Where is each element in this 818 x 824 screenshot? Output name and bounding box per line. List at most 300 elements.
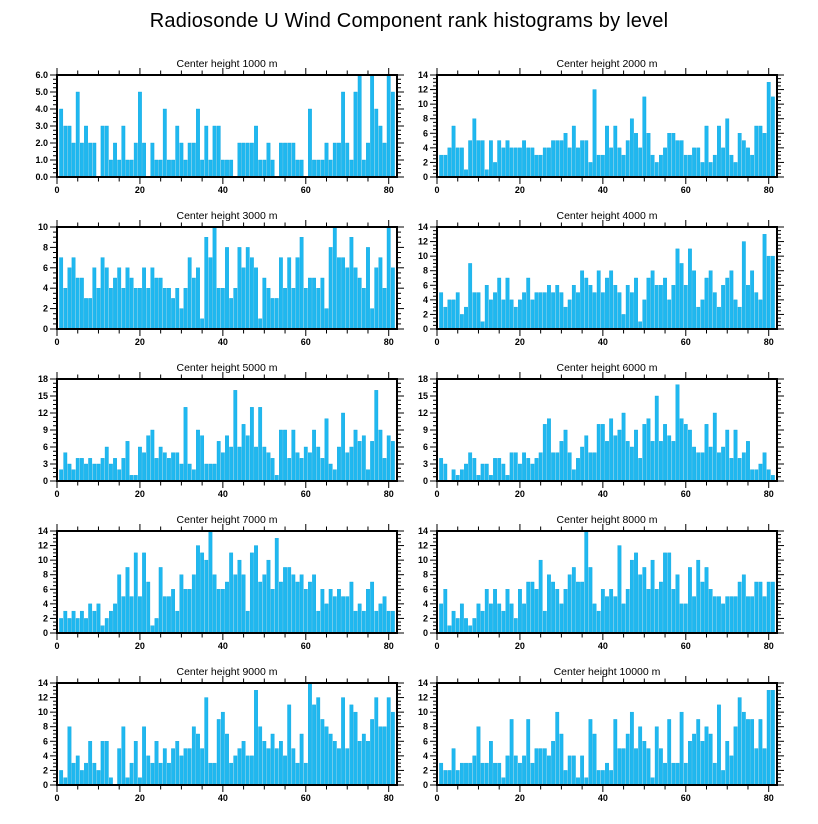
bar (163, 597, 166, 633)
bar (572, 285, 575, 329)
bar (292, 575, 295, 633)
bar (142, 553, 145, 633)
bar (122, 288, 125, 329)
bar (130, 160, 133, 177)
y-tick-label: 10 (417, 99, 428, 110)
bar (279, 258, 282, 329)
x-tick-label: 0 (54, 337, 60, 347)
bar (464, 763, 467, 785)
bar (101, 126, 104, 177)
bar (288, 143, 291, 177)
bar (713, 293, 716, 329)
bar (444, 464, 447, 481)
bar (350, 582, 353, 633)
bar (580, 141, 583, 177)
bar (622, 314, 625, 329)
bar (750, 597, 753, 633)
bar (651, 441, 654, 481)
y-tick-label: 6 (422, 442, 428, 452)
bar (585, 436, 588, 481)
x-tick-label: 20 (134, 641, 145, 651)
bar (692, 447, 695, 481)
bar (362, 288, 365, 329)
bar (697, 453, 700, 481)
bar (597, 271, 600, 329)
bar (254, 447, 257, 481)
bar (701, 741, 704, 785)
y-tick-label: 8 (422, 113, 428, 124)
bar (605, 441, 608, 481)
bar (267, 749, 270, 785)
bar (383, 143, 386, 177)
bar (630, 560, 633, 633)
bar (763, 597, 766, 633)
bar (176, 288, 179, 329)
bar (518, 589, 521, 633)
bar (564, 307, 567, 329)
bar (742, 712, 745, 785)
bar (68, 268, 71, 329)
bar (543, 293, 546, 329)
x-tick-label: 60 (680, 185, 691, 195)
bar (746, 597, 749, 633)
bar (383, 727, 386, 785)
bar (134, 143, 137, 177)
bar (312, 575, 315, 633)
bar (350, 705, 353, 785)
subplot-2000m (390, 55, 791, 195)
x-tick-label: 20 (514, 337, 525, 347)
bar (473, 119, 476, 177)
bar (522, 453, 525, 481)
bar (460, 148, 463, 177)
y-tick-label: 12 (417, 540, 428, 551)
bar (88, 458, 91, 481)
bar (200, 749, 203, 785)
bar (308, 109, 311, 177)
bar (321, 589, 324, 633)
bar (593, 734, 596, 785)
bar (601, 424, 604, 481)
bar (688, 567, 691, 633)
histogram-4000m (390, 207, 791, 347)
bar (221, 712, 224, 785)
bar (196, 546, 199, 633)
bar (456, 770, 459, 785)
y-tick-label: 10 (417, 707, 428, 718)
bar (585, 141, 588, 177)
bar (362, 611, 365, 633)
bar (329, 589, 332, 633)
bar (337, 447, 340, 481)
bar (692, 148, 695, 177)
x-tick-label: 20 (514, 185, 525, 195)
bar (196, 734, 199, 785)
x-tick-label: 60 (680, 337, 691, 347)
bar (105, 126, 108, 177)
bar (317, 698, 320, 785)
bar (151, 763, 154, 785)
bar (589, 453, 592, 481)
bar (288, 258, 291, 329)
bar (547, 419, 550, 481)
bar (634, 430, 637, 481)
bar (560, 441, 563, 481)
bar (502, 611, 505, 633)
bar (535, 749, 538, 785)
bar (514, 148, 517, 177)
y-tick-label: 0 (422, 476, 428, 486)
bar (59, 109, 62, 177)
bar (688, 155, 691, 177)
bar (547, 756, 550, 785)
bar (213, 227, 216, 329)
bar (209, 531, 212, 633)
x-tick-label: 80 (763, 337, 774, 347)
bar (746, 441, 749, 481)
bar (493, 458, 496, 481)
bar (288, 705, 291, 785)
bar (155, 160, 158, 177)
bar (750, 719, 753, 785)
bar (350, 237, 353, 329)
histogram-3000m (10, 207, 411, 347)
histogram-2000m (390, 55, 791, 195)
bar (738, 307, 741, 329)
bar (379, 430, 382, 481)
bar (638, 727, 641, 785)
bar (329, 734, 332, 785)
bar (354, 712, 357, 785)
bar (444, 770, 447, 785)
bar (726, 119, 729, 177)
y-tick-label: 8 (42, 569, 48, 580)
bar (366, 247, 369, 329)
bar (242, 741, 245, 785)
y-tick-label: 12 (37, 408, 48, 418)
x-tick-label: 20 (514, 489, 525, 499)
bar (697, 560, 700, 633)
bar (767, 690, 770, 785)
bar (485, 763, 488, 785)
bar (101, 258, 104, 329)
bar (72, 258, 75, 329)
bar (221, 589, 224, 633)
bar (498, 278, 501, 329)
bar (105, 618, 108, 633)
bar (159, 160, 162, 177)
bar (460, 763, 463, 785)
bar (84, 298, 87, 329)
bar (296, 582, 299, 633)
y-tick-label: 2 (42, 303, 48, 314)
bar (518, 464, 521, 481)
bar (643, 741, 646, 785)
bar (560, 604, 563, 633)
bar (122, 126, 125, 177)
bar (560, 141, 563, 177)
subplot-title: Center height 4000 m (556, 210, 658, 222)
y-tick-label: 3.0 (35, 121, 48, 131)
y-tick-label: 6.0 (35, 70, 48, 80)
y-tick-label: 15 (417, 391, 428, 401)
bar (109, 778, 112, 785)
bar (468, 453, 471, 481)
y-tick-label: 6 (422, 128, 428, 139)
bar (238, 447, 241, 481)
bar (643, 567, 646, 633)
y-tick-label: 8 (422, 721, 428, 732)
bar (618, 546, 621, 633)
bar (109, 464, 112, 481)
bar (672, 589, 675, 633)
bar (601, 155, 604, 177)
bar (771, 582, 774, 633)
y-tick-label: 18 (417, 374, 428, 384)
y-tick-label: 10 (37, 555, 48, 566)
bar (701, 582, 704, 633)
bar (713, 597, 716, 633)
y-tick-label: 1.0 (35, 155, 48, 165)
bar (481, 322, 484, 329)
bar (76, 756, 79, 785)
bar (468, 763, 471, 785)
bar (630, 447, 633, 481)
bar (271, 160, 274, 177)
x-tick-label: 0 (54, 793, 60, 803)
bar (300, 458, 303, 481)
bar (263, 278, 266, 329)
bar (213, 126, 216, 177)
bar (138, 778, 141, 785)
y-tick-label: 3 (42, 459, 48, 469)
x-tick-label: 40 (597, 641, 608, 651)
bar (192, 470, 195, 481)
bar (622, 604, 625, 633)
x-tick-label: 40 (597, 185, 608, 195)
bar (734, 727, 737, 785)
bar (337, 143, 340, 177)
y-tick-label: 10 (417, 555, 428, 566)
bar (246, 247, 249, 329)
bar (618, 749, 621, 785)
bar (346, 143, 349, 177)
bar (622, 749, 625, 785)
bar (763, 133, 766, 177)
bar (684, 155, 687, 177)
bar (609, 589, 612, 633)
bar (543, 749, 546, 785)
bar (271, 734, 274, 785)
bar (308, 278, 311, 329)
bar (514, 756, 517, 785)
bar (510, 719, 513, 785)
y-tick-label: 6 (422, 584, 428, 595)
bar (321, 719, 324, 785)
x-tick-label: 60 (300, 793, 311, 803)
bar (379, 126, 382, 177)
x-tick-label: 40 (597, 489, 608, 499)
bar (659, 749, 662, 785)
bar (283, 143, 286, 177)
bar (275, 749, 278, 785)
bar (605, 126, 608, 177)
bar (539, 560, 542, 633)
bar (626, 141, 629, 177)
y-tick-label: 0.0 (35, 172, 48, 182)
bar (651, 271, 654, 329)
bar (234, 575, 237, 633)
bar (452, 126, 455, 177)
subplot-7000m (10, 511, 411, 651)
bar (229, 763, 232, 785)
bar (341, 258, 344, 329)
bar (138, 92, 141, 177)
bar (767, 82, 770, 177)
bar (337, 589, 340, 633)
bar (464, 464, 467, 481)
bar (292, 143, 295, 177)
bar (200, 436, 203, 481)
bar (576, 293, 579, 329)
bar (481, 141, 484, 177)
bar (163, 453, 166, 481)
bar (225, 582, 228, 633)
bar (346, 453, 349, 481)
x-tick-label: 20 (134, 337, 145, 347)
bar (439, 293, 442, 329)
bar (354, 268, 357, 329)
bars (59, 531, 394, 633)
bar (456, 293, 459, 329)
bar (72, 143, 75, 177)
bar (163, 288, 166, 329)
y-tick-label: 6 (422, 736, 428, 747)
bar (341, 92, 344, 177)
bar (130, 278, 133, 329)
bar (375, 390, 378, 481)
subplot-9000m (10, 663, 411, 803)
bar (659, 285, 662, 329)
bar (439, 763, 442, 785)
bar (113, 604, 116, 633)
x-tick-label: 20 (514, 641, 525, 651)
bar (325, 727, 328, 785)
x-tick-label: 20 (134, 489, 145, 499)
bar (576, 148, 579, 177)
bars (439, 385, 774, 481)
bar (325, 604, 328, 633)
bar (489, 141, 492, 177)
bar (59, 258, 62, 329)
bar (142, 268, 145, 329)
bar (514, 618, 517, 633)
bar (502, 148, 505, 177)
bar (618, 430, 621, 481)
bar (609, 148, 612, 177)
bar (126, 441, 129, 481)
bar (564, 770, 567, 785)
bar (341, 698, 344, 785)
bar (383, 288, 386, 329)
y-tick-label: 12 (417, 84, 428, 95)
bar (547, 575, 550, 633)
bar (585, 531, 588, 633)
bar (213, 763, 216, 785)
bar (614, 285, 617, 329)
bar (452, 300, 455, 329)
bar (539, 453, 542, 481)
bar (258, 727, 261, 785)
bar (730, 597, 733, 633)
bar (597, 155, 600, 177)
bar (217, 589, 220, 633)
bar (142, 143, 145, 177)
bar (184, 589, 187, 633)
bar (506, 141, 509, 177)
bar (638, 458, 641, 481)
bar (543, 424, 546, 481)
bar (209, 763, 212, 785)
bar (329, 464, 332, 481)
bar (767, 470, 770, 481)
y-tick-label: 4 (422, 294, 428, 305)
x-tick-label: 80 (763, 185, 774, 195)
bar (701, 300, 704, 329)
bar (329, 247, 332, 329)
bar (539, 749, 542, 785)
bar (572, 756, 575, 785)
bar (101, 741, 104, 785)
bar (460, 470, 463, 481)
bar (655, 285, 658, 329)
bar (514, 453, 517, 481)
bar (697, 148, 700, 177)
x-tick-label: 60 (300, 337, 311, 347)
y-tick-label: 0 (422, 780, 428, 790)
x-tick-label: 80 (383, 641, 394, 651)
bar (771, 256, 774, 329)
bar (502, 778, 505, 785)
bar (489, 604, 492, 633)
bar (589, 567, 592, 633)
x-tick-label: 0 (434, 489, 440, 499)
bar (464, 618, 467, 633)
bar (576, 778, 579, 785)
bar (312, 160, 315, 177)
y-tick-label: 0 (42, 324, 48, 334)
bars (439, 234, 774, 329)
bar (200, 160, 203, 177)
y-tick-label: 14 (417, 678, 428, 688)
bar (304, 589, 307, 633)
bar (580, 756, 583, 785)
bar (267, 560, 270, 633)
bar (80, 770, 83, 785)
bar (634, 133, 637, 177)
bar (217, 288, 220, 329)
bar (317, 447, 320, 481)
y-tick-label: 12 (417, 236, 428, 247)
bar (535, 458, 538, 481)
bar (171, 160, 174, 177)
bar (118, 575, 121, 633)
bar (304, 447, 307, 481)
y-tick-label: 6 (42, 736, 48, 747)
bar (333, 741, 336, 785)
bar (709, 589, 712, 633)
bar (321, 458, 324, 481)
